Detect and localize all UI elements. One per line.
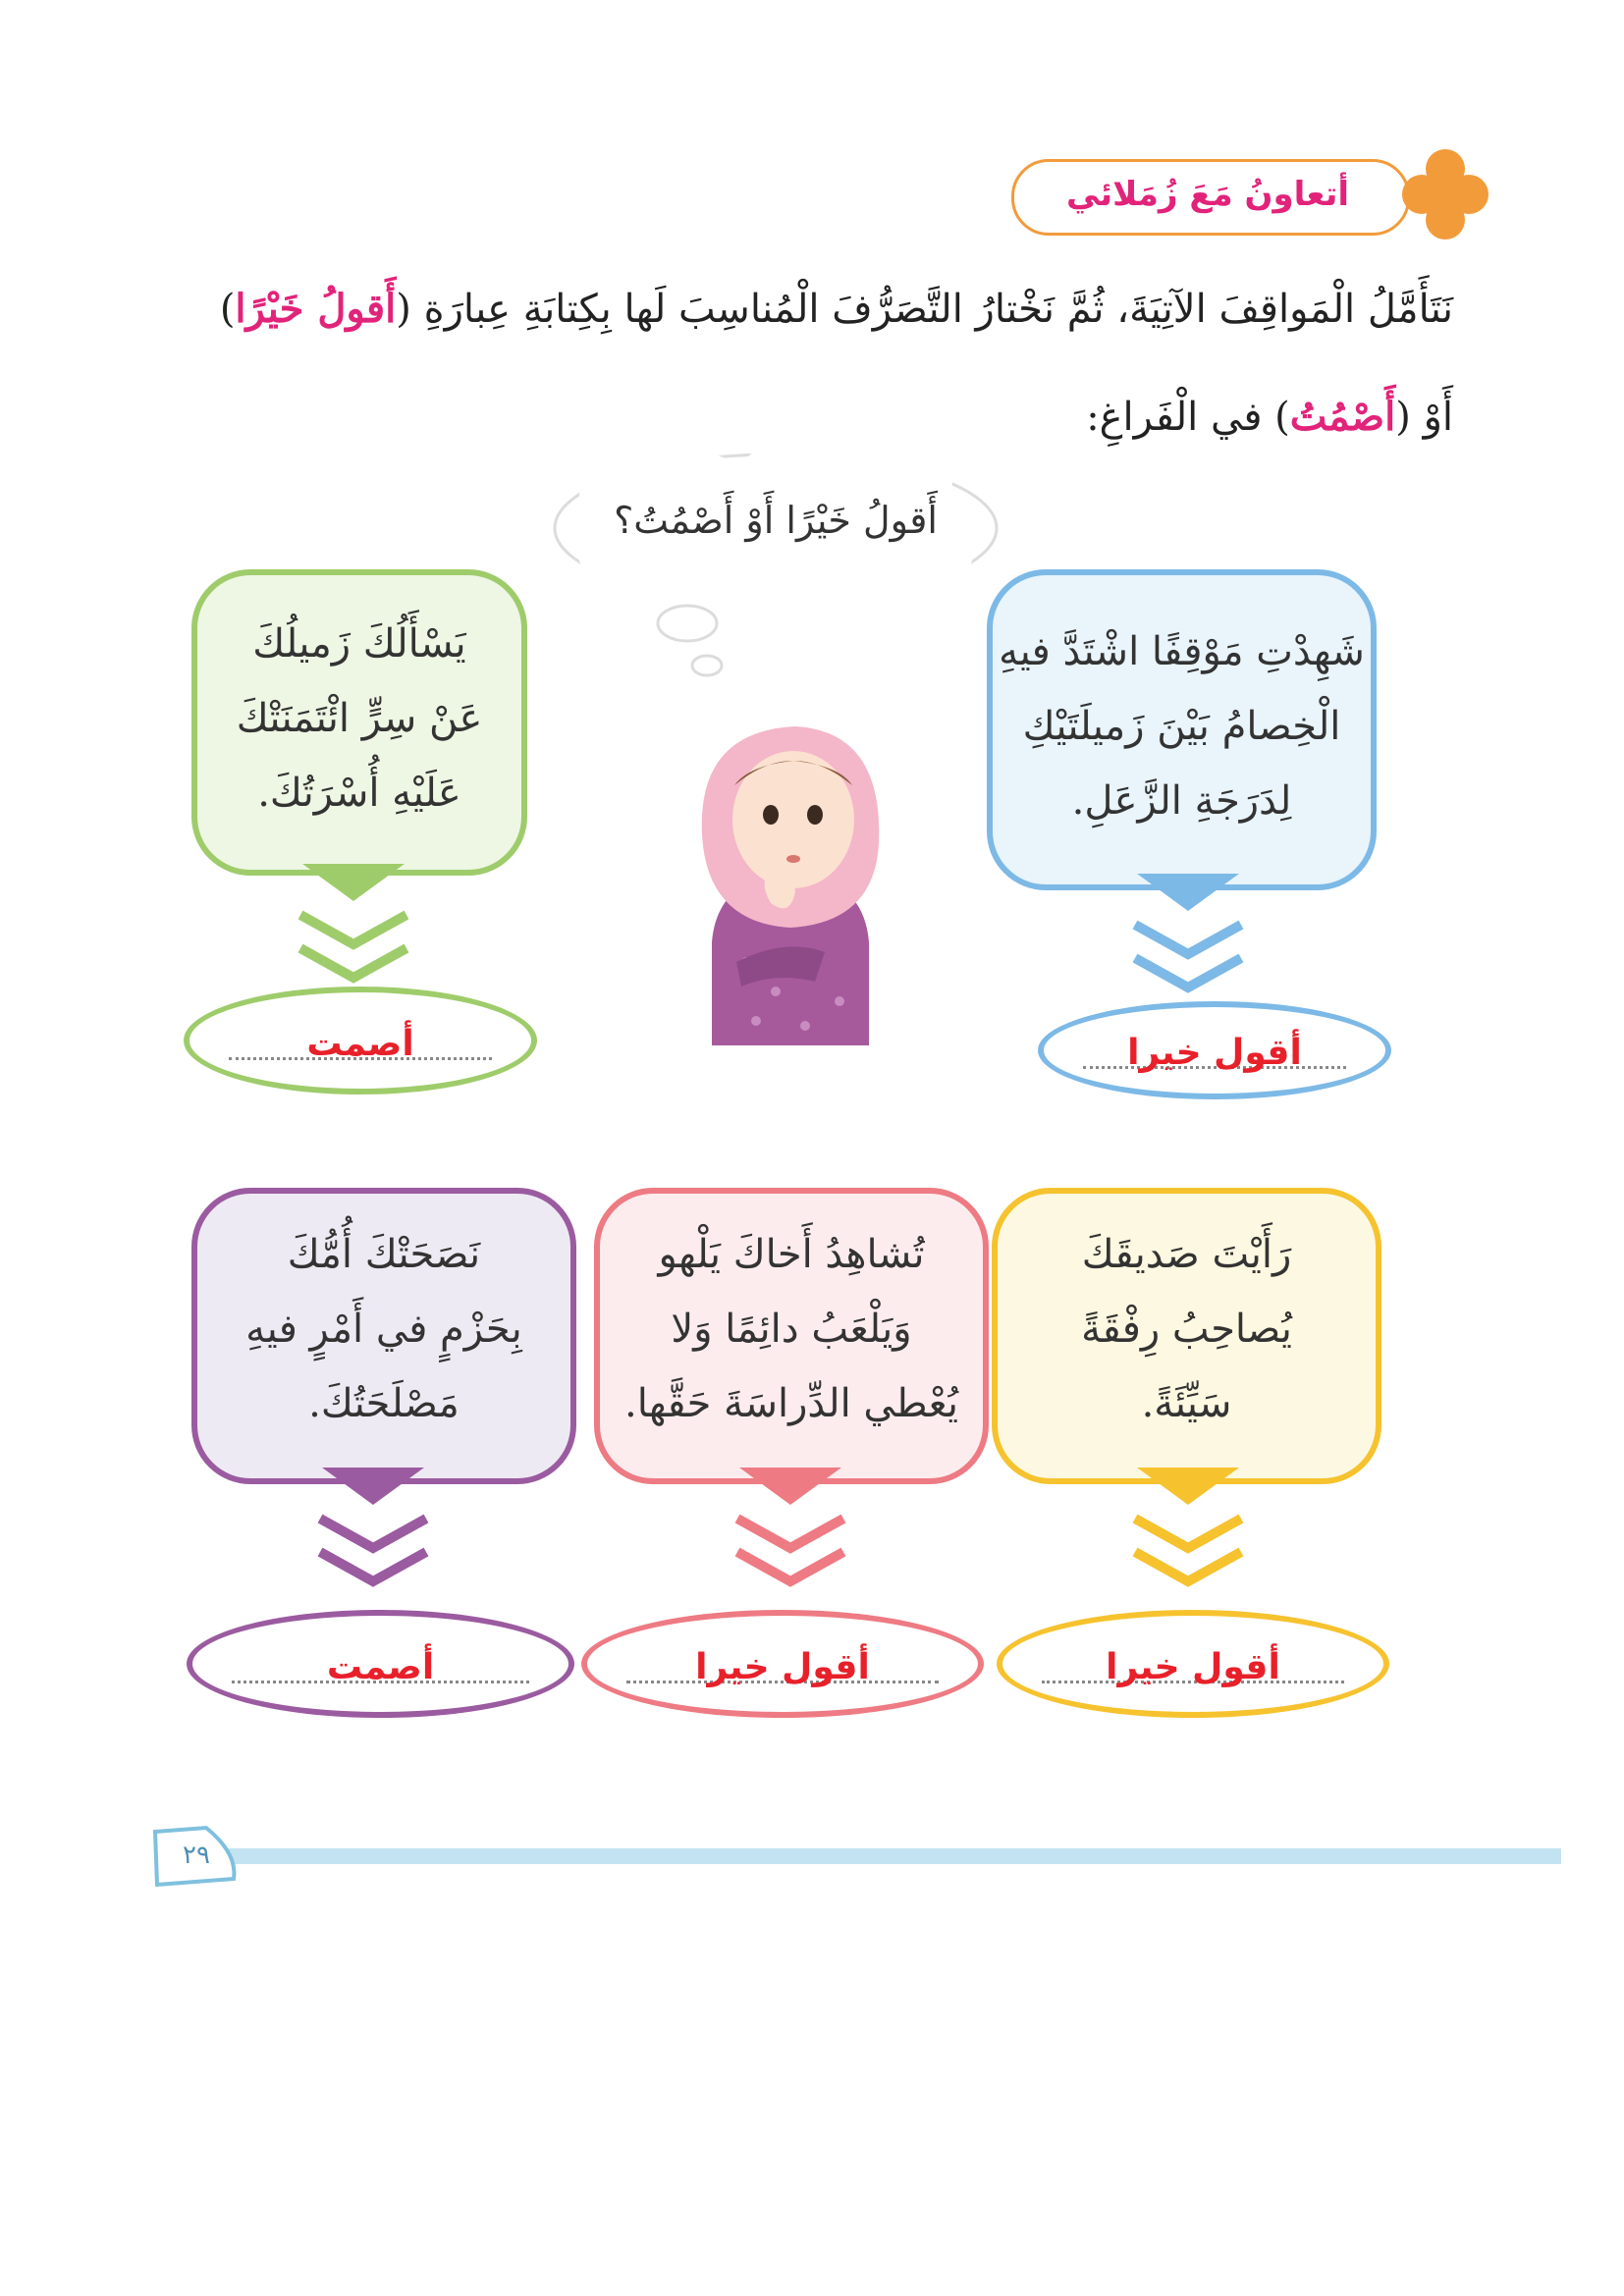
- answer-field-5[interactable]: [187, 1610, 574, 1718]
- girl-thinking-illustration: [677, 707, 903, 1050]
- situation-5-line-1: نَصَحَتْكَ أُمُّكَ: [287, 1232, 481, 1277]
- situation-3-line-3: سَيِّئَةً.: [1141, 1381, 1232, 1426]
- situation-1-line-3: لِدَرَجَةِ الزَّعَلِ.: [1071, 778, 1292, 824]
- answer-field-3[interactable]: [997, 1610, 1389, 1718]
- flower-icon: [1396, 147, 1494, 241]
- down-arrow-icon: [722, 1468, 859, 1595]
- down-arrow-icon: [304, 1468, 442, 1595]
- option-be-silent: أَصْمُتُ: [1289, 394, 1396, 440]
- situation-3-line-1: رَأَيْتَ صَديقَكَ: [1081, 1232, 1292, 1277]
- thought-text: أَقولُ خَيْرًا أَوْ أَصْمُتُ؟: [614, 499, 938, 542]
- situation-1-line-2: الْخِصامُ بَيْنَ زَميلَتَيْكِ: [1022, 704, 1341, 749]
- answer-4-text: أقول خيرا: [695, 1647, 870, 1687]
- situation-4-line-2: وَيَلْعَبُ دائِمًا وَلا: [671, 1307, 912, 1352]
- situation-box-1: [987, 569, 1377, 890]
- answer-field-4[interactable]: [581, 1610, 984, 1718]
- situation-2-line-3: عَلَيْهِ أُسْرَتُكَ.: [257, 771, 461, 816]
- situation-box-3: [992, 1188, 1381, 1484]
- down-arrow-icon: [285, 864, 422, 991]
- down-arrow-icon: [1119, 874, 1257, 1001]
- thought-cloud: [530, 412, 1021, 687]
- situation-box-4: [594, 1188, 989, 1484]
- situation-4-line-1: تُشاهِدُ أَخاكَ يَلْهو: [658, 1232, 925, 1277]
- answer-1-text: أقول خيرا: [1127, 1033, 1302, 1073]
- situation-4-line-3: يُعْطي الدِّراسَةَ حَقَّها.: [624, 1381, 958, 1426]
- down-arrow-icon: [1119, 1468, 1257, 1595]
- situation-5-line-3: مَصْلَحَتُكَ.: [308, 1381, 460, 1426]
- situation-1-line-1: شَهِدْتِ مَوْقِفًا اشْتَدَّ فيهِ: [999, 629, 1365, 674]
- answer-field-2[interactable]: [184, 987, 537, 1095]
- instruction-line-1: نَتَأَمَّلُ الْمَواقِفَ الآتِيَةَ، ثُمَّ نَخْتارُ التَّصَرُّفَ الْمُناسِبَ لَها بِكِتابَةِ عِبارَةِ (أَقولُ خَيْرًا): [219, 286, 1453, 332]
- answer-field-1[interactable]: [1038, 1001, 1391, 1099]
- instruction-line-2: أَوْ (أَصْمُتُ) في الْفَراغِ:: [1086, 394, 1453, 440]
- header-title: أتعاونُ مَعَ زُمَلائي: [1065, 175, 1350, 214]
- situation-3-line-2: يُصاحِبُ رِفْقَةً: [1081, 1307, 1292, 1352]
- situation-box-2: [191, 569, 527, 876]
- answer-5-text: أصمت: [326, 1647, 435, 1687]
- page-number: ٢٩: [183, 1841, 210, 1870]
- footer-bar: [216, 1848, 1561, 1864]
- situation-box-5: [191, 1188, 576, 1484]
- answer-2-text: أصمت: [306, 1024, 414, 1064]
- situation-2-line-1: يَسْأَلُكَ زَميلُكَ: [252, 621, 466, 667]
- situation-2-line-2: عَنْ سِرٍّ ائْتَمَنَتْكَ: [236, 696, 483, 741]
- option-say-good: أَقولُ خَيْرًا: [235, 286, 397, 332]
- answer-3-text: أقول خيرا: [1106, 1647, 1280, 1687]
- situation-5-line-2: بِحَزْمٍ في أَمْرٍ فيهِ: [245, 1307, 522, 1352]
- section-header: [992, 147, 1502, 245]
